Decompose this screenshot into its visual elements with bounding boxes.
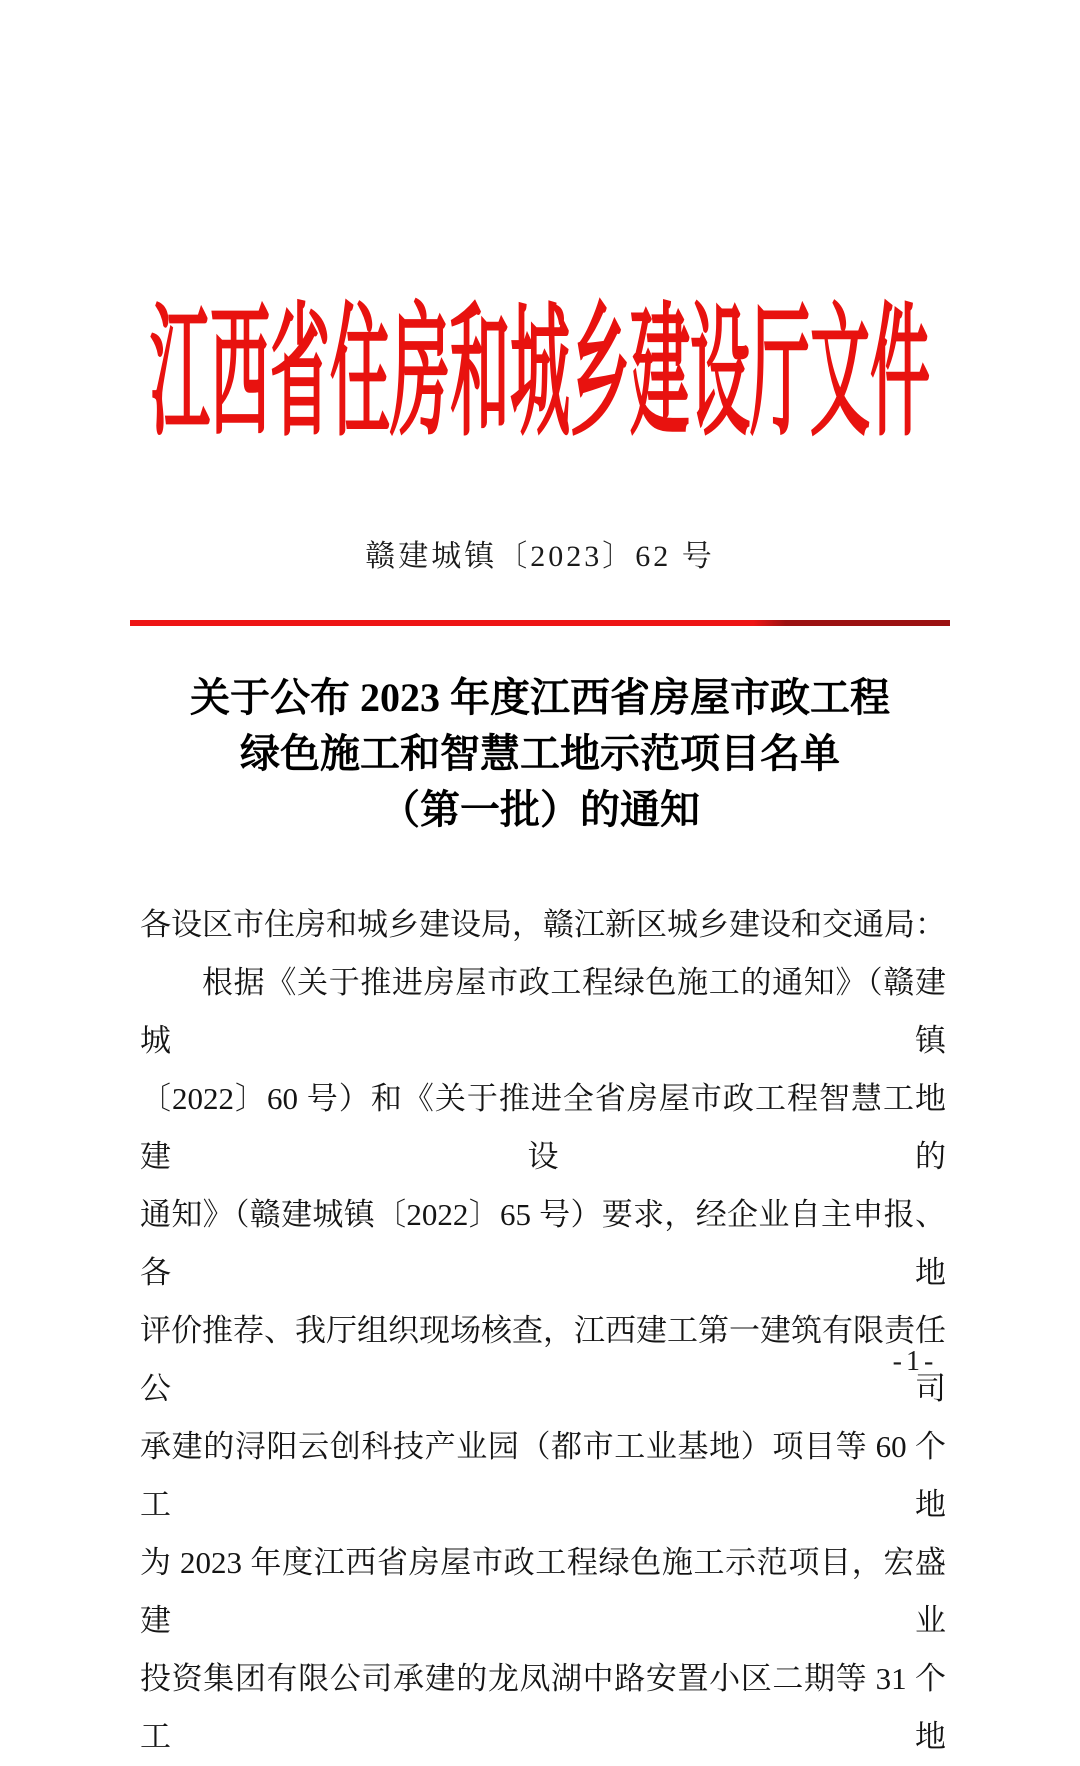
- page-number: -1-: [892, 1346, 938, 1377]
- agency-header: [0, 294, 1080, 462]
- title-line-3: （第一批）的通知: [380, 787, 700, 832]
- body-line: 为 2023 年度江西省房屋市政工程绿色施工示范项目，宏盛建业: [140, 1545, 946, 1638]
- title-line-1: 关于公布 2023 年度江西省房屋市政工程: [190, 675, 890, 720]
- body-line: 评价推荐、我厅组织现场核查，江西建工第一建筑有限责任公司: [140, 1313, 946, 1406]
- document-title: [0, 670, 1080, 838]
- red-divider-line: [130, 620, 950, 626]
- body-line: 根据《关于推进房屋市政工程绿色施工的通知》（赣建城镇: [140, 965, 946, 1058]
- body-line: 投资集团有限公司承建的龙凤湖中路安置小区二期等 31 个工地: [140, 1661, 946, 1754]
- body-line: 通知》（赣建城镇〔2022〕65 号）要求，经企业自主申报、各地: [140, 1197, 946, 1290]
- body-line: 承建的浔阳云创科技产业园（都市工业基地）项目等 60 个工地: [140, 1429, 946, 1522]
- title-line-2: 绿色施工和智慧工地示范项目名单: [240, 731, 840, 776]
- body-line: 〔2022〕60 号）和《关于推进全省房屋市政工程智慧工地建设的: [140, 1081, 946, 1174]
- doc-number: 赣建城镇〔2023〕62 号: [365, 540, 715, 573]
- agency-title: 江西省住房和城乡建设厅文件: [150, 294, 930, 454]
- document-body: [140, 896, 946, 1766]
- salutation-line: 各设区市住房和城乡建设局，赣江新区城乡建设和交通局：: [140, 907, 946, 942]
